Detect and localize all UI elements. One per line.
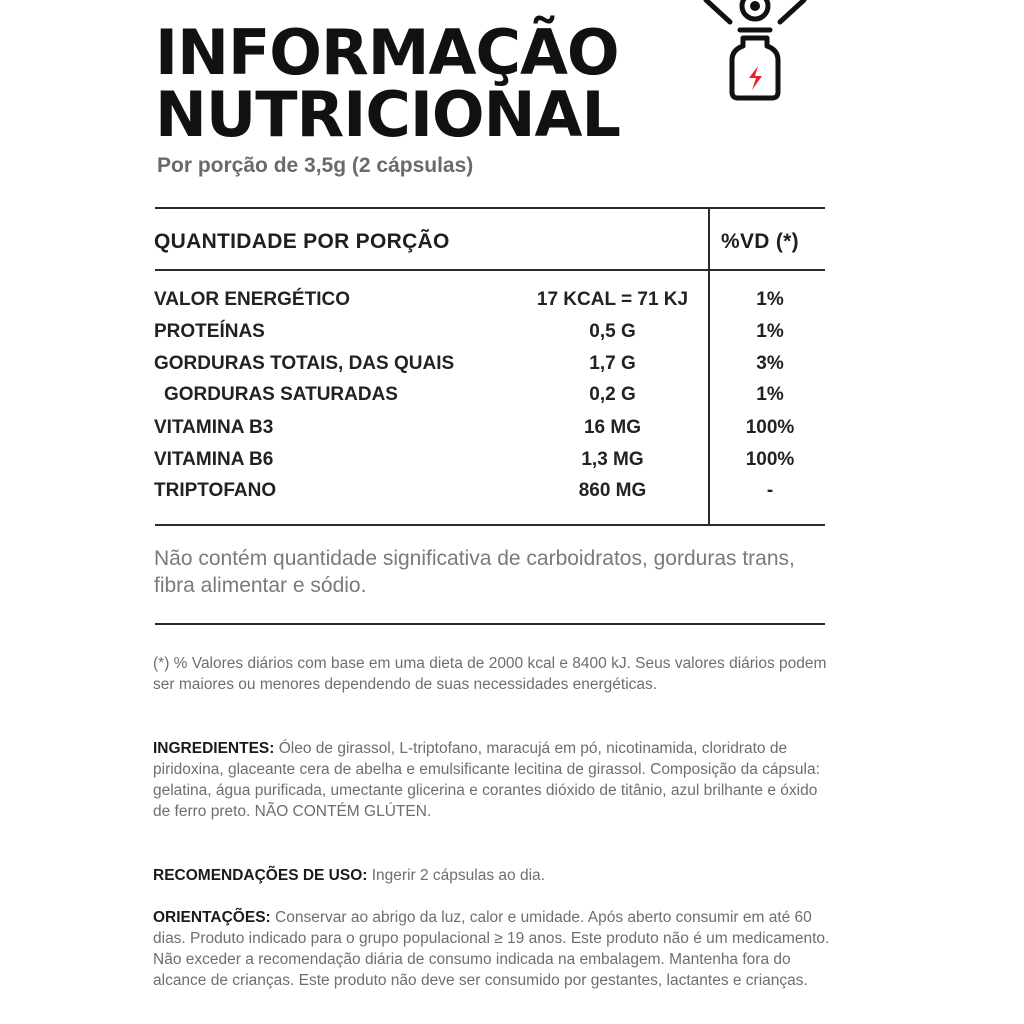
daily-values-footnote: (*) % Valores diários com base em uma dieta de 2000 kcal e 8400 kJ. Seus valores diários podem ser maiores ou menores dependendo de suas necessidades energéticas. — [153, 655, 827, 693]
nutrient-name: VALOR ENERGÉTICO — [154, 289, 350, 310]
usage-text: Ingerir 2 cápsulas ao dia. — [371, 867, 545, 884]
table-row — [0, 480, 1024, 512]
nutrient-amount: 0,2 G — [589, 384, 636, 405]
ingredients-text: Óleo de girassol, L-triptofano, maracujá em pó, nicotinamida, cloridrato de piridoxina, glaceante cera de abelha e emulsificante lecitina de girassol. Composição da cápsula: gelatina, água purificada, umectante glicerina e corantes dióxido de titânio, azul brilhante e óxido de ferro preto. NÃO CONTÉM GLÚTEN. — [153, 740, 820, 820]
nutrient-name: TRIPTOFANO — [154, 480, 277, 501]
nutrient-dv: 100% — [745, 417, 795, 438]
guidelines-text: Conservar ao abrigo da luz, calor e umidade. Após aberto consumir em até 60 dias. Produto indicado para o grupo populacional ≥ 19 anos. Este produto não é um medicamento. Não exceder a recomendação diária de consumo indicada na embalagem. Mantenha fora do alcance de crianças. Este produto não deve ser consumido por gestantes, lactantes e crianças. — [153, 909, 830, 989]
nutrient-dv: 3% — [756, 353, 784, 374]
table-row — [0, 384, 1024, 416]
nutrient-amount: 860 MG — [578, 480, 647, 501]
header-amount: QUANTIDADE POR PORÇÃO — [154, 230, 450, 253]
nutrient-amount: 16 MG — [583, 417, 642, 438]
table-row — [0, 289, 1024, 321]
table-row — [0, 321, 1024, 353]
nutrient-amount: 1,7 G — [589, 353, 636, 374]
ingredients-label: INGREDIENTES: — [153, 740, 275, 757]
table-row — [0, 417, 1024, 449]
nutrient-dv: - — [766, 480, 774, 501]
nutrient-dv: 100% — [745, 449, 795, 470]
nutrient-dv: 1% — [756, 321, 784, 342]
section-rule — [155, 623, 825, 625]
guidelines-label: ORIENTAÇÕES: — [153, 909, 271, 926]
table-header-rule — [155, 269, 825, 271]
guidelines — [153, 907, 833, 991]
nutrient-dv: 1% — [756, 289, 784, 310]
table-bottom-rule — [155, 524, 825, 526]
usage-label: RECOMENDAÇÕES DE USO: — [153, 867, 368, 884]
title-line-1: INFORMAÇÃO — [155, 16, 619, 89]
ingredients — [153, 738, 833, 822]
not-significant-note: Não contém quantidade significativa de carboidratos, gorduras trans, fibra alimentar e sódio. — [154, 547, 795, 597]
nutrient-amount: 0,5 G — [589, 321, 636, 342]
nutrient-name: VITAMINA B6 — [154, 449, 274, 470]
usage-recommendations — [153, 865, 833, 886]
nutrient-name: PROTEÍNAS — [154, 321, 265, 342]
table-top-rule — [155, 207, 825, 209]
nutrient-name: VITAMINA B3 — [154, 417, 274, 438]
nutrient-name: GORDURAS SATURADAS — [164, 384, 398, 405]
page-title — [155, 16, 620, 151]
header-daily-value: %VD (*) — [721, 230, 799, 253]
title-line-2: NUTRICIONAL — [155, 78, 620, 151]
nutrient-amount: 17 KCAL = 71 KJ — [536, 289, 689, 310]
table-row — [0, 449, 1024, 481]
nutrient-amount: 1,3 MG — [581, 449, 644, 470]
capsule-bottle-icon — [692, 0, 818, 108]
serving-size: Por porção de 3,5g (2 cápsulas) — [157, 154, 474, 177]
nutrient-name: GORDURAS TOTAIS, DAS QUAIS — [154, 353, 455, 374]
table-row — [0, 353, 1024, 385]
nutrient-dv: 1% — [756, 384, 784, 405]
